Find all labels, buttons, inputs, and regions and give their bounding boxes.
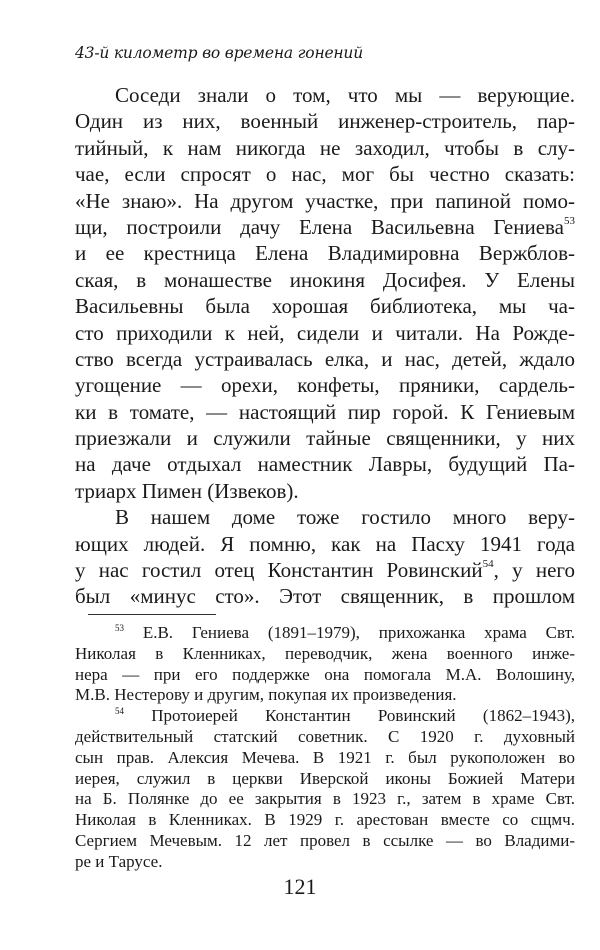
body-line (75, 161, 575, 187)
body-line (75, 531, 575, 557)
footnote-line (75, 831, 575, 852)
body-line (75, 135, 575, 161)
body-line (75, 293, 575, 319)
footnote-line (75, 748, 575, 769)
text-segment: ская, в монашестве инокиня Досифея. У Елены (75, 267, 575, 292)
text-segment: сто приходили к ней, сидели и читали. На Рожде- (75, 320, 575, 345)
body-line (75, 583, 575, 609)
footnote-line (75, 727, 575, 748)
footnote-line (75, 852, 575, 873)
body-line (75, 451, 575, 477)
text-segment: приезжали и служили тайные священники, у них (75, 426, 575, 451)
text-segment: триарх Пимен (Извеков). (75, 478, 299, 503)
text-segment: Васильевны была хорошая библиотека, мы ча- (75, 294, 575, 319)
footnote-line (75, 769, 575, 790)
body-line (75, 478, 575, 504)
text-segment: действительный статский советник. С 1920 г. духовный (75, 726, 575, 746)
footnote-line (75, 644, 575, 665)
body-line (75, 504, 575, 530)
text-segment: «Не знаю». На другом участке, при папиной помо- (75, 188, 575, 213)
footnote-line (75, 810, 575, 831)
text-segment: ющих людей. Я помню, как на Пасху 1941 года (75, 531, 575, 556)
text-segment: чае, если спросят о нас, мог бы честно сказать: (75, 162, 575, 187)
body-line (75, 214, 575, 240)
text-segment: Николая в Кленниках. В 1929 г. арестован вместе со сщмч. (75, 810, 575, 830)
text-segment: тийный, к нам никогда не заходил, чтобы в слу- (75, 135, 575, 160)
footnote-ref: 53 (564, 214, 575, 227)
text-segment: сын прав. Алексия Мечева. В 1921 г. был рукоположен во (75, 747, 575, 767)
footnote-line (75, 706, 575, 727)
text-segment: на даче отдыхал наместник Лавры, будущий Па- (75, 452, 575, 477)
text-segment: ство всегда устраивалась елка, и нас, детей, ждало (75, 346, 575, 371)
body-line (75, 188, 575, 214)
text-segment: щи, построили дачу Елена Васильевна Гениева (75, 214, 564, 239)
text-segment: иерея, служил в церкви Иверской иконы Божией Матери (75, 768, 575, 788)
footnote-line (75, 685, 575, 706)
footnote-ref: 53 (115, 623, 124, 633)
text-segment: Е.В. Гениева (1891–1979), прихожанка храма Свт. (124, 623, 575, 642)
body-line (75, 425, 575, 451)
text-segment: Один из них, военный инженер-строитель, пар- (75, 109, 575, 134)
text-segment: М.В. Нестерову и другим, покупая их произведения. (75, 685, 457, 705)
body-line (75, 240, 575, 266)
footnote-line (75, 623, 575, 644)
body-line (75, 557, 575, 583)
body-line (75, 320, 575, 346)
text-segment: ре и Тарусе. (75, 851, 163, 871)
text-segment: ки в томате, — настоящий пир горой. К Гениевым (75, 399, 575, 424)
body-line (75, 267, 575, 293)
text-segment: на Б. Полянке до ее закрытия в 1923 г., затем в храме Свт. (75, 789, 575, 809)
body-text (75, 82, 575, 610)
text-segment: , у него (493, 558, 575, 583)
footnote-ref: 54 (115, 706, 124, 717)
footnote-line (75, 665, 575, 686)
text-segment: В нашем доме тоже гостило много веру- (115, 505, 575, 530)
running-header: 43-й километр во времена гонений (75, 44, 364, 62)
footnote-separator (88, 614, 216, 615)
footnote-line (75, 789, 575, 810)
footnotes (75, 623, 575, 873)
body-line (75, 346, 575, 372)
text-segment: и ее крестница Елена Владимировна Вержблов- (75, 241, 575, 266)
body-line (75, 372, 575, 398)
page-number: 121 (283, 874, 317, 899)
text-segment: Николая в Кленниках, переводчик, жена военного инже- (75, 643, 575, 663)
text-segment: нера — при его поддержке она помогала М.А. Волошину, (75, 664, 575, 684)
body-line (75, 108, 575, 134)
body-line (75, 399, 575, 425)
text-segment: Сергием Мечевым. 12 лет провел в ссылке — во Владими- (75, 830, 575, 850)
footnote-ref: 54 (482, 558, 494, 571)
body-line (75, 82, 575, 108)
text-segment: Протоиерей Константин Ровинский (1862–1943), (124, 706, 575, 726)
text-segment: был «минус сто». Этот священник, в прошлом (75, 584, 575, 609)
text-segment: Соседи знали о том, что мы — верующие. (115, 83, 575, 107)
text-segment: у нас гостил отец Константин Ровинский (75, 558, 483, 583)
text-segment: угощение — орехи, конфеты, пряники, сардель- (75, 373, 575, 398)
